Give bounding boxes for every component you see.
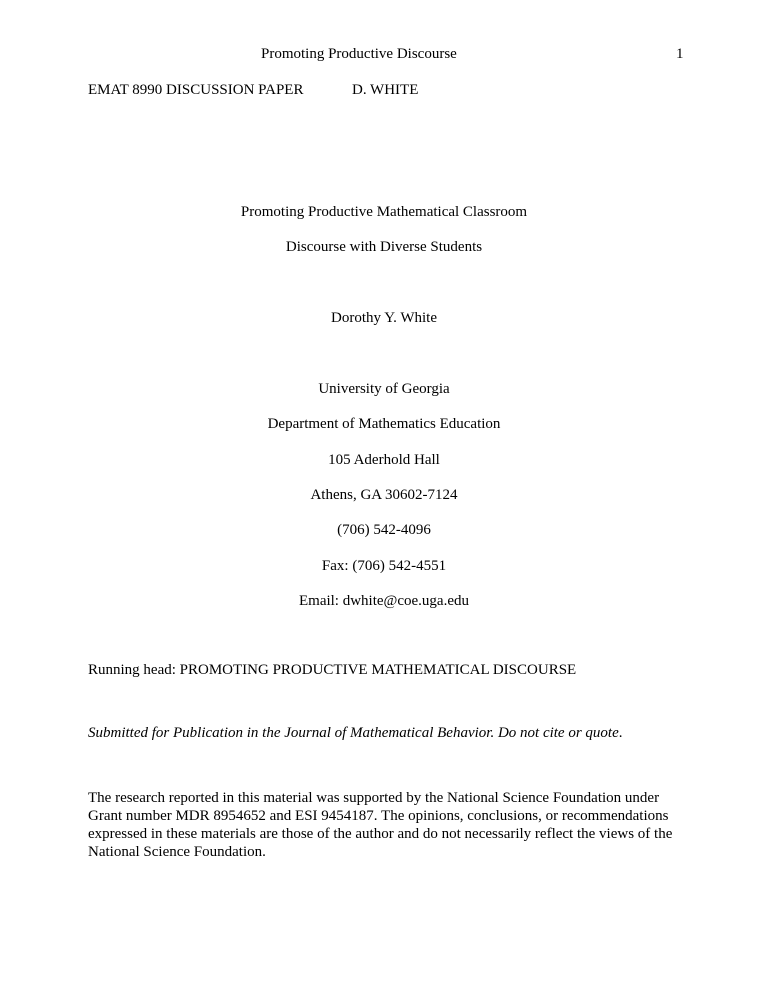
running-title: Promoting Productive Discourse xyxy=(261,46,457,62)
submission-note-period: . xyxy=(618,725,623,741)
phone-number: (706) 542-4096 xyxy=(337,522,431,538)
fax-number: Fax: (706) 542-4551 xyxy=(321,558,447,574)
author-short: D. WHITE xyxy=(352,82,419,98)
city-state-zip: Athens, GA 30602-7124 xyxy=(310,487,458,503)
street-address: 105 Aderhold Hall xyxy=(328,452,440,468)
author-name: Dorothy Y. White xyxy=(331,310,437,326)
running-head: Running head: PROMOTING PRODUCTIVE MATHEMATICAL DISCOURSE xyxy=(88,662,577,678)
paper-label: EMAT 8990 DISCUSSION PAPER xyxy=(88,82,304,98)
title-line-1: Promoting Productive Mathematical Classroom xyxy=(240,204,528,220)
email-address: Email: dwhite@coe.uga.edu xyxy=(298,593,469,609)
page-number: 1 xyxy=(676,46,684,62)
title-line-2: Discourse with Diverse Students xyxy=(285,239,483,255)
submission-note xyxy=(88,726,623,741)
affiliation: University of Georgia xyxy=(318,381,450,397)
department: Department of Mathematics Education xyxy=(267,416,501,432)
submission-note-text: Submitted for Publication in the Journal of Mathematical Behavior. Do not cite or quote xyxy=(88,725,619,741)
acknowledgment-paragraph: The research reported in this material was supported by the National Science Foundation under Grant number MDR 8954652 and ESI 9454187. The opinions, conclusions, or recommendations expressed in these materials are those of the author and do not necessarily reflect the views of the National Science Foundation. xyxy=(88,790,673,860)
